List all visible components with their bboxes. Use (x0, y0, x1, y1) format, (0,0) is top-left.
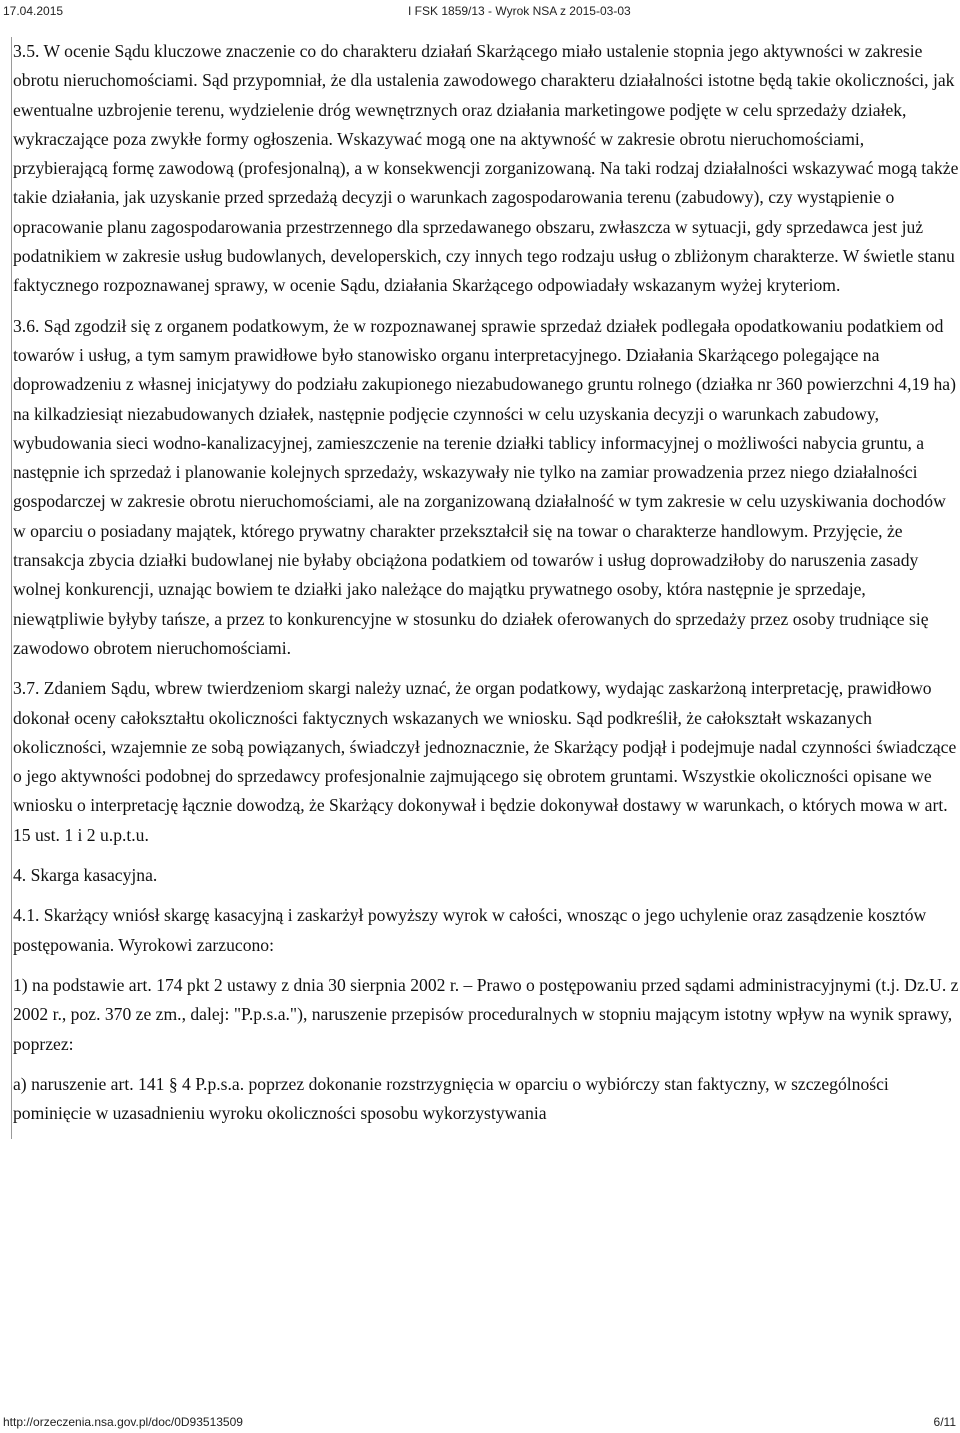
paragraph-3-5: 3.5. W ocenie Sądu kluczowe znaczenie co do charakteru działań Skarżącego miało ustalenie stopnia jego aktywności w zakresie obrotu nieruchomościami. Sąd przypomniał, że dla ustalenia zawodowego charakteru działalności istotne będą takie okoliczności, jak ewentualne uzbrojenie terenu, wydzielenie dróg wewnętrznych oraz działania marketingowe podjęte w celu sprzedaży działek, wykraczające poza zwykłe formy ogłoszenia. Wskazywać mogą one na aktywność w zakresie obrotu nieruchomościami, przybierającą formę zawodową (profesjonalną), a w konsekwencji zorganizowaną. Na taki rodzaj działalności wskazywać mogą także takie działania, jak uzyskanie przed sprzedażą decyzji o warunkach zagospodarowania terenu (zabudowy), czy wystąpienie o opracowanie planu zagospodarowania przestrzennego dla sprzedawanego obszaru, zwłaszcza w sytuacji, gdy sprzedawca jest już podatnikiem w zakresie usług budowlanych, developerskich, czy innych tego rodzaju usług o zbliżonym charakterze. W świetle stanu faktycznego rozpoznawanej sprawy, w ocenie Sądu, działania Skarżącego odpowiadały wskazanym wyżej kryteriom. (13, 41, 959, 296)
paragraph-3-7: 3.7. Zdaniem Sądu, wbrew twierdzeniom skargi należy uznać, że organ podatkowy, wydając zaskarżoną interpretację, prawidłowo dokonał oceny całokształtu okoliczności faktycznych wskazanych we wniosku. Sąd podkreślił, że całokształt wskazanych okoliczności, wzajemnie ze sobą powiązanych, świadczył jednoznacznie, że Skarżący podjął i podejmuje nadal czynności świadczące o jego aktywności podobnej do sprzedawcy profesjonalnie zajmującego się obrotem gruntami. Wszystkie okoliczności opisane we wniosku o interpretację łącznie dowodzą, że Skarżący dokonywał i będzie dokonywał dostawy w warunkach, o których mowa w art. 15 ust. 1 i 2 u.p.t.u. (13, 678, 957, 845)
paragraph-point-1: 1) na podstawie art. 174 pkt 2 ustawy z dnia 30 sierpnia 2002 r. – Prawo o postępowaniu przed sądami administracyjnymi (t.j. Dz.U. z 2002 r., poz. 370 ze zm., dalej: "P.p.s.a."), naruszenie przepisów proceduralnych w stopniu mającym istotny wpływ na wynik sprawy, poprzez: (13, 974, 959, 1054)
document-title: I FSK 1859/13 - Wyrok NSA z 2015-03-03 (408, 4, 631, 18)
paragraph-3-6: 3.6. Sąd zgodził się z organem podatkowym, że w rozpoznawanej sprawie sprzedaż działek podlegała opodatkowaniu podatkiem od towarów i usług, a tym samym prawidłowe było stanowisko organu interpretacyjnego. Działania Skarżącego polegające na doprowadzeniu z własnej inicjatywy do podziału zakupionego niezabudowanego gruntu rolnego (działka nr 360 powierzchni 4,19 ha) na kilkadziesiąt niezabudowanych działek, następnie podjęcie czynności w celu uzyskania decyzji o warunkach zabudowy, wybudowania sieci wodno-kanalizacyjnej, zamieszczenie na terenie działki tablicy informacyjnej o możliwości nabycia gruntu, a następnie ich sprzedaż i planowanie kolejnych sprzedaży, wskazywały nie tylko na zamiar prowadzenia przez niego działalności gospodarczej w zakresie obrotu nieruchomościami, ale na zorganizowaną działalność w tym zakresie w celu uzyskiwania dochodów w oparciu o posiadany majątek, którego prywatny charakter przekształcił się na towar o charakterze handlowym. Przyjęcie, że transakcja zbycia działki budowlanej nie byłaby obciążona podatkiem od towarów i usług doprowadziłoby do naruszenia zasady wolnej konkurencji, uznając bowiem te działki jako należące do majątku prywatnego osoby, która następnie je sprzedaje, niewątpliwie byłyby tańsze, a przez to konkurencyjne w stosunku do działek oferowanych do sprzedaży przez osoby trudniące się zawodowo obrotem nieruchomościami. (13, 315, 956, 658)
section-heading-skarga-kasacyjna: 4. Skarga kasacyjna. (13, 865, 158, 886)
page-number: 6/11 (933, 1415, 956, 1429)
page-footer (0, 1413, 960, 1433)
paragraph-point-a: a) naruszenie art. 141 § 4 P.p.s.a. poprzez dokonanie rozstrzygnięcia w oparciu o wybiórczy stan faktyczny, w szczególności pominięcie w uzasadnieniu wyroku okoliczności sposobu wykorzystywania (13, 1073, 889, 1124)
source-url: http://orzeczenia.nsa.gov.pl/doc/0D93513509 (3, 1415, 243, 1429)
paragraph-4-1: 4.1. Skarżący wniósł skargę kasacyjną i zaskarżył powyższy wyrok w całości, wnosząc o jego uchylenie oraz zasądzenie kosztów postępowania. Wyrokowi zarzucono: (13, 905, 927, 955)
document-body (11, 37, 960, 1139)
print-date: 17.04.2015 (3, 4, 64, 18)
page-header (0, 0, 960, 22)
